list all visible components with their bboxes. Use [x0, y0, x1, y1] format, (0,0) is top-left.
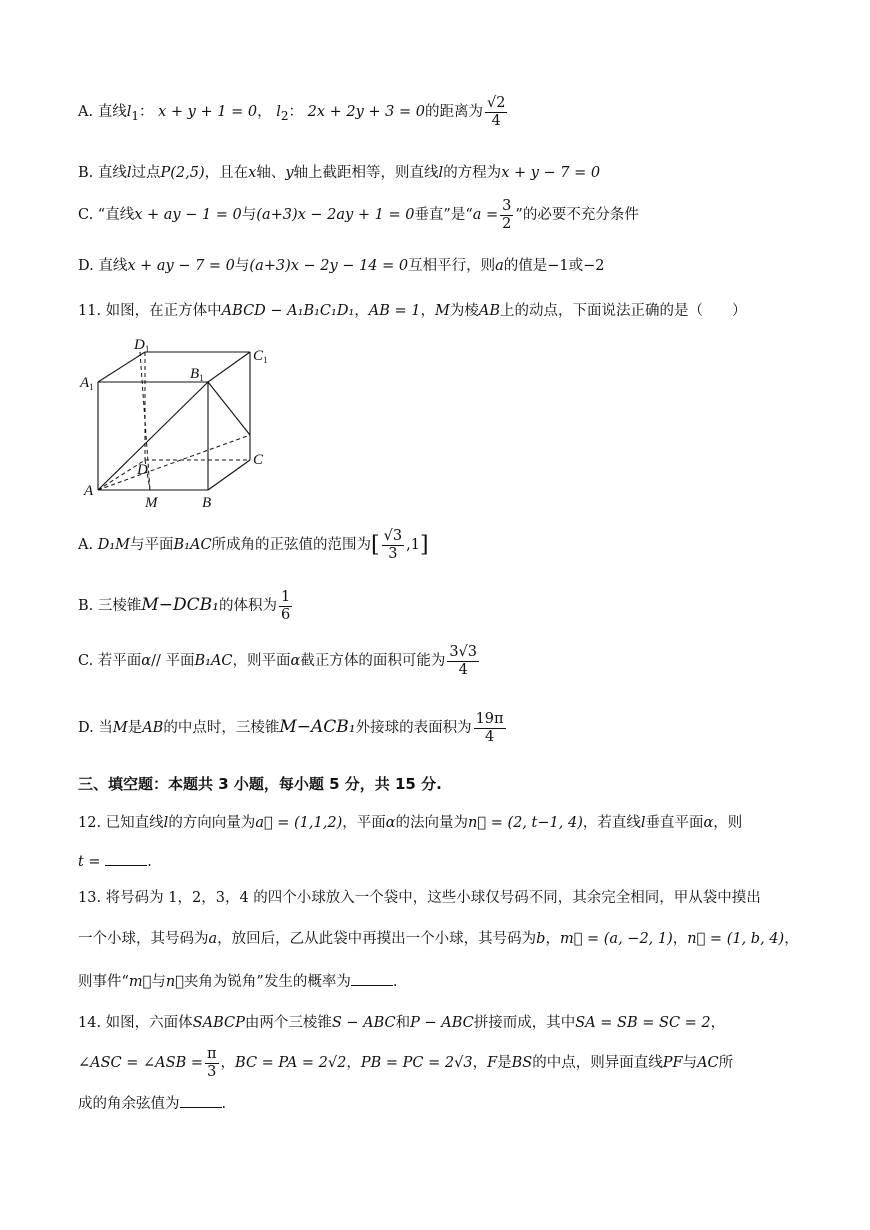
q11-option-a: A. D₁M与平面B₁AC所成角的正弦值的范围为[ $\frac{√3}{3}$ ,1]: [78, 528, 429, 562]
q10-option-a: A. 直线$l_1$： x + y + 1 = 0， $l_2$： 2x + 2y + 3 = 0的距离为 $\frac{√2}{4}$: [78, 95, 506, 129]
fraction: $\frac{1}{6}$: [280, 589, 291, 623]
fraction: $\frac{19\pi}{4}$: [475, 711, 504, 745]
q11-option-b: B. 三棱锥M−DCB₁的体积为 $\frac{1}{6}$: [78, 589, 291, 623]
q11-stem: 11. 如图，在正方体中ABCD − A₁B₁C₁D₁，AB = 1，M为棱AB上的动点，下面说法正确的是（ ）: [78, 303, 747, 319]
label-d: D: [137, 462, 148, 478]
q11-option-c: C. 若平面α// 平面B₁AC，则平面α截正方体的面积可能为 $\frac{3√3}{4}$: [78, 644, 478, 678]
fraction: $\frac{√3}{3}$: [383, 528, 403, 562]
section-title: 三、填空题：本题共 3 小题，每小题 5 分，共 15 分.: [78, 775, 442, 793]
q14-line1: 14. 如图，六面体SABCP由两个三棱锥S − ABC和P − ABC拼接而成，其中SA = SB = SC = 2，: [78, 1015, 726, 1031]
q13-line3: 则事件“m⃗与n⃗夹角为锐角”发生的概率为 .: [78, 970, 397, 991]
label-c1: $C_1$: [253, 348, 268, 365]
q14-line2: ∠ASC = ∠ASB = $\frac{\pi}{3}$ ，BC = PA = 2√2，PB = PC = 2√3，F是BS的中点，则异面直线PF与AC所: [78, 1046, 734, 1080]
q10-option-c: C. “直线x + ay − 1 = 0与(a+3)x − 2ay + 1 = 0垂直”是“a = $\frac{3}{2}$ ”的必要不充分条件: [78, 198, 639, 232]
label-c: C: [253, 452, 264, 468]
answer-blank[interactable]: [351, 971, 393, 986]
fraction: $\frac{3√3}{4}$: [449, 644, 478, 678]
cube-figure: [74, 332, 274, 514]
fraction: $\frac{\pi}{3}$: [207, 1046, 217, 1080]
label-b1: $B_1$: [190, 366, 204, 383]
fraction: $\frac{3}{2}$: [502, 198, 512, 232]
answer-blank[interactable]: [180, 1093, 222, 1108]
label-a1: $A_1$: [80, 375, 94, 392]
q10-option-b: B. 直线l过点P(2,5)，且在x轴、y轴上截距相等，则直线l的方程为x + y − 7 = 0: [78, 165, 601, 181]
q12-stem: 12. 已知直线l的方向向量为a⃗ = (1,1,2)，平面α的法向量为n⃗ = (2, t−1, 4)，若直线l垂直平面α，则: [78, 815, 743, 831]
q13-line1: 13. 将号码为 1，2，3，4 的四个小球放入一个袋中，这些小球仅号码不同，其余完全相同，甲从袋中摸出: [78, 890, 761, 906]
q14-line3: 成的角余弦值为 .: [78, 1092, 226, 1113]
q10-option-d: D. 直线x + ay − 7 = 0与(a+3)x − 2y − 14 = 0互相平行，则a的值是−1或−2: [78, 258, 605, 274]
fraction: $\frac{√2}{4}$: [487, 95, 506, 129]
label-a: A: [84, 483, 94, 499]
q11-option-d: D. 当M是AB的中点时，三棱锥M−ACB₁外接球的表面积为 $\frac{19\pi}{4}$: [78, 711, 504, 745]
label-d1: $D_1$: [134, 337, 150, 354]
label-m: M: [145, 495, 158, 511]
q13-line2: 一个小球，其号码为a，放回后，乙从此袋中再摸出一个小球，其号码为b，m⃗ = (a, −2, 1)，n⃗ = (1, b, 4)，: [78, 931, 799, 947]
answer-blank[interactable]: [105, 851, 147, 866]
label-b: B: [202, 495, 212, 511]
q12-answer-line: t = .: [78, 851, 152, 870]
